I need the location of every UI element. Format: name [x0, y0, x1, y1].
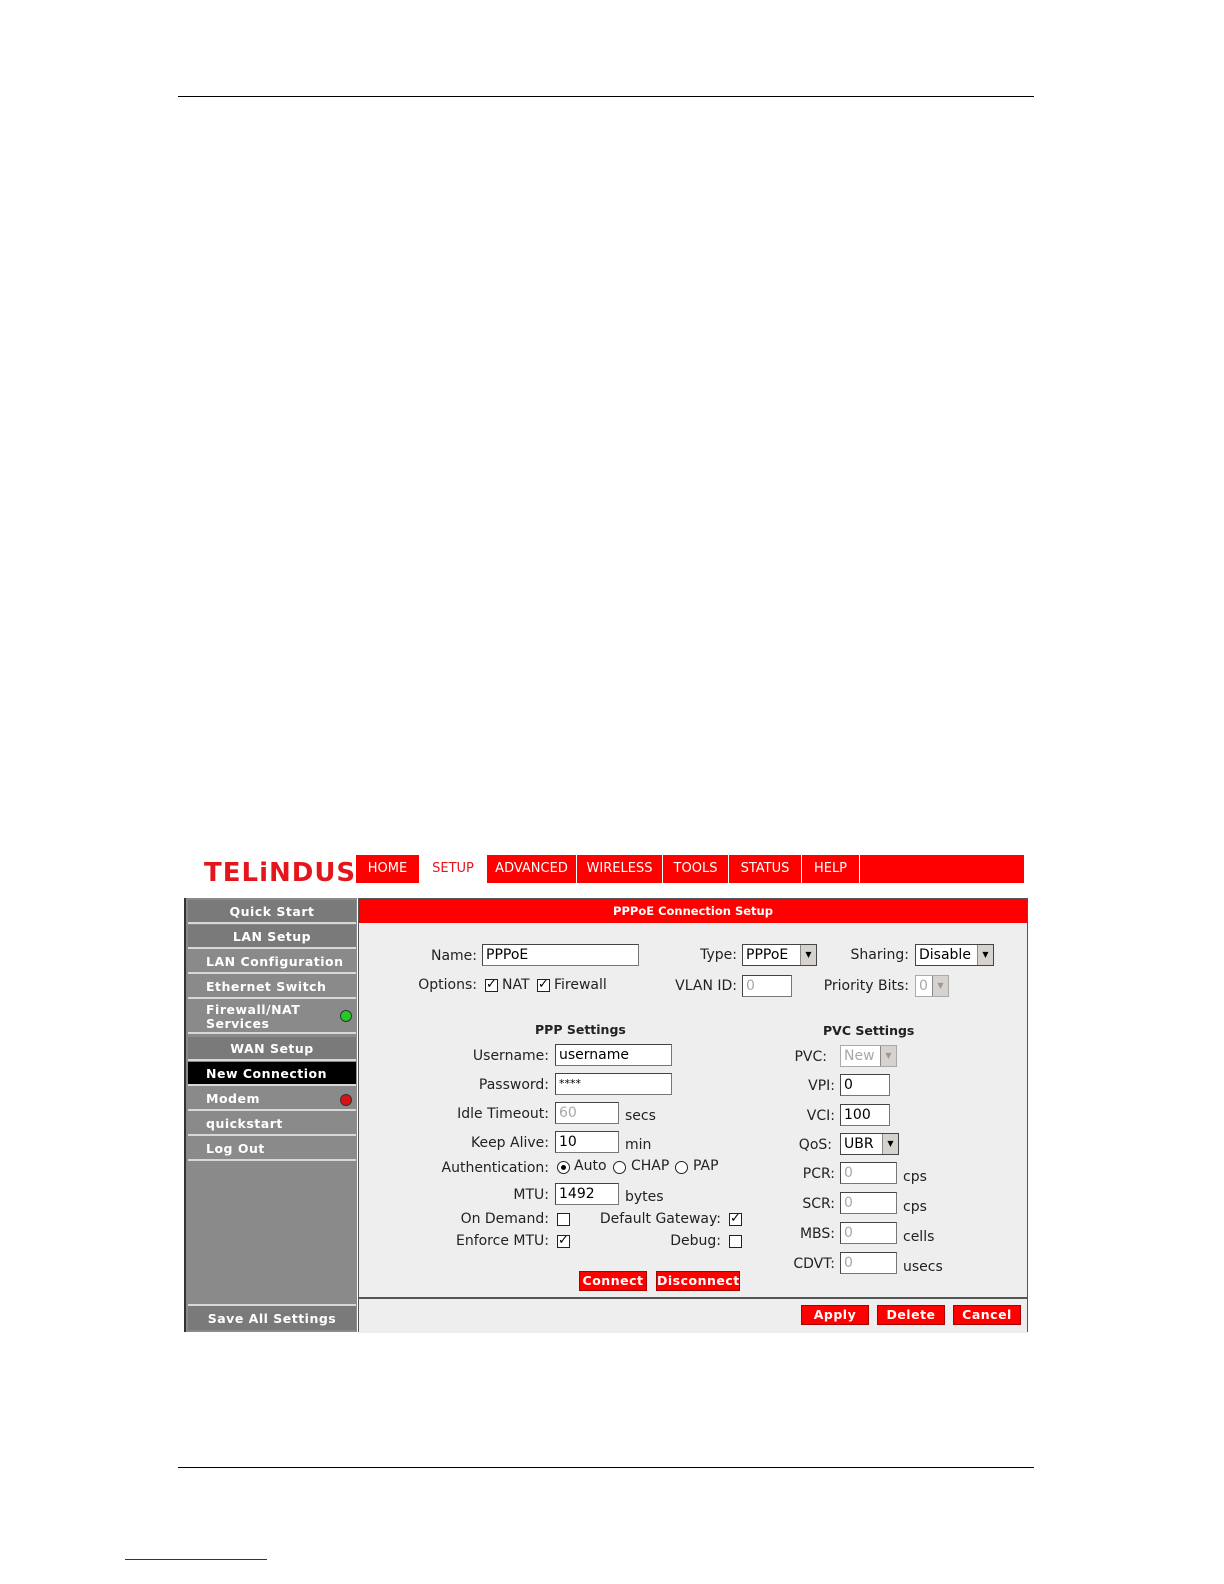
username-label: Username: [472, 1048, 549, 1064]
sharing-select-value: Disable [919, 947, 971, 963]
delete-button[interactable]: Delete [877, 1305, 945, 1325]
sidebar-item-wan-setup[interactable]: WAN Setup [188, 1037, 356, 1061]
chevron-down-icon: ▼ [977, 945, 993, 965]
footnote-link-rule [125, 1559, 267, 1560]
qos-label: QoS: [798, 1137, 832, 1153]
mtu-label: MTU: [513, 1187, 549, 1203]
ppp-settings-title: PPP Settings [535, 1022, 626, 1037]
sharing-label: Sharing: [850, 947, 909, 963]
cdvt-unit: usecs [903, 1259, 943, 1275]
sidebar-item-log-out[interactable]: Log Out [188, 1137, 356, 1161]
password-input[interactable]: **** [555, 1073, 672, 1095]
chevron-down-icon: ▼ [800, 945, 816, 965]
sidebar [184, 898, 357, 1332]
idle-timeout-unit: secs [625, 1108, 656, 1124]
router-ui-screenshot [184, 850, 1030, 1334]
pvc-settings-title: PVC Settings [823, 1023, 915, 1038]
vci-input[interactable]: 100 [840, 1104, 890, 1126]
disconnect-button[interactable]: Disconnect [656, 1271, 740, 1291]
cdvt-label: CDVT: [793, 1256, 835, 1272]
sidebar-item-label: Modem [206, 1091, 260, 1106]
tab-setup[interactable]: SETUP [420, 855, 487, 883]
auth-auto-radio[interactable] [557, 1161, 570, 1174]
type-select-value: PPPoE [746, 947, 789, 963]
mbs-unit: cells [903, 1229, 935, 1245]
authentication-label: Authentication: [441, 1160, 549, 1176]
panel-footer [359, 1297, 1027, 1333]
keep-alive-label: Keep Alive: [470, 1135, 549, 1151]
keep-alive-unit: min [625, 1137, 652, 1153]
page-header-rule [178, 96, 1034, 97]
debug-checkbox[interactable] [729, 1235, 742, 1248]
status-green-icon [340, 1010, 352, 1022]
page-footer-rule [178, 1467, 1034, 1468]
sidebar-item-ethernet-switch[interactable]: Ethernet Switch [188, 975, 356, 999]
vci-label: VCI: [806, 1108, 835, 1124]
chevron-down-icon: ▼ [932, 976, 948, 996]
priority-bits-label: Priority Bits: [823, 978, 909, 994]
enforce-mtu-checkbox[interactable]: ✓ [558, 1233, 569, 1248]
telindus-logo: TELiNDUS [204, 858, 357, 888]
keep-alive-input[interactable]: 10 [555, 1131, 619, 1153]
chevron-down-icon: ▼ [880, 1046, 896, 1066]
chevron-down-icon: ▼ [882, 1134, 898, 1154]
username-input[interactable]: username [555, 1044, 672, 1066]
apply-button[interactable]: Apply [801, 1305, 869, 1325]
status-red-icon [340, 1094, 352, 1106]
sidebar-item-lan-setup[interactable]: LAN Setup [188, 925, 356, 949]
tab-advanced[interactable]: ADVANCED [487, 855, 577, 883]
sidebar-item-firewall-nat[interactable] [188, 1000, 356, 1034]
type-select[interactable] [742, 944, 817, 966]
tab-home[interactable]: HOME [356, 855, 420, 883]
sidebar-item-quick-start[interactable]: Quick Start [188, 900, 356, 924]
pvc-select-value: New [844, 1048, 875, 1064]
auth-pap-radio[interactable] [675, 1161, 688, 1174]
sidebar-item-quickstart[interactable]: quickstart [188, 1112, 356, 1136]
priority-bits-select[interactable] [915, 975, 949, 997]
scr-unit: cps [903, 1199, 927, 1215]
vpi-input[interactable]: 0 [840, 1074, 890, 1096]
on-demand-checkbox[interactable] [557, 1213, 570, 1226]
vpi-label: VPI: [808, 1078, 835, 1094]
idle-timeout-input[interactable]: 60 [555, 1102, 619, 1124]
pcr-label: PCR: [802, 1166, 835, 1182]
connect-button[interactable]: Connect [579, 1271, 647, 1291]
password-label: Password: [478, 1077, 549, 1093]
tab-wireless[interactable]: WIRELESS [577, 855, 663, 883]
scr-input[interactable]: 0 [840, 1192, 897, 1214]
sidebar-item-new-connection[interactable]: New Connection [188, 1062, 356, 1086]
pvc-label: PVC: [794, 1049, 827, 1065]
name-input[interactable]: PPPoE [482, 944, 639, 966]
qos-select-value: UBR [844, 1136, 874, 1152]
auth-auto-label: Auto [574, 1158, 607, 1174]
mbs-input[interactable]: 0 [840, 1222, 897, 1244]
pvc-select[interactable] [840, 1045, 897, 1067]
scr-label: SCR: [802, 1196, 835, 1212]
tab-help[interactable]: HELP [802, 855, 860, 883]
type-label: Type: [700, 947, 737, 963]
pcr-unit: cps [903, 1169, 927, 1185]
vlan-id-input[interactable]: 0 [742, 975, 792, 997]
sidebar-item-lan-configuration[interactable]: LAN Configuration [188, 950, 356, 974]
nat-label: NAT [502, 977, 530, 993]
sidebar-item-label: Firewall/NAT [206, 1002, 301, 1017]
sharing-select[interactable] [915, 944, 994, 966]
tab-tools[interactable]: TOOLS [663, 855, 729, 883]
qos-select[interactable] [840, 1133, 899, 1155]
vlan-id-label: VLAN ID: [675, 978, 737, 994]
mbs-label: MBS: [799, 1226, 835, 1242]
header [184, 850, 1030, 896]
cancel-button[interactable]: Cancel [953, 1305, 1021, 1325]
panel-title: PPPoE Connection Setup [359, 899, 1027, 923]
on-demand-label: On Demand: [460, 1211, 549, 1227]
options-label: Options: [418, 977, 477, 993]
top-navigation [356, 855, 1024, 883]
sidebar-item-modem[interactable] [188, 1087, 356, 1111]
priority-bits-value: 0 [919, 978, 928, 994]
mtu-unit: bytes [625, 1189, 664, 1205]
auth-pap-label: PAP [693, 1158, 719, 1174]
sidebar-item-label-line2: Services [206, 1016, 270, 1031]
pppoe-setup-panel [358, 898, 1028, 1332]
mtu-input[interactable]: 1492 [555, 1183, 619, 1205]
auth-chap-radio[interactable] [613, 1161, 626, 1174]
default-gateway-checkbox[interactable]: ✓ [730, 1211, 741, 1226]
tab-status[interactable]: STATUS [729, 855, 802, 883]
default-gateway-label: Default Gateway: [599, 1211, 721, 1227]
save-all-settings-button[interactable]: Save All Settings [188, 1304, 356, 1330]
name-label: Name: [430, 948, 477, 964]
firewall-label: Firewall [554, 977, 607, 993]
enforce-mtu-label: Enforce MTU: [455, 1233, 549, 1249]
pcr-input[interactable]: 0 [840, 1162, 897, 1184]
firewall-checkbox[interactable]: ✓ [538, 977, 549, 992]
nat-checkbox[interactable]: ✓ [486, 977, 497, 992]
debug-label: Debug: [670, 1233, 721, 1249]
auth-chap-label: CHAP [631, 1158, 670, 1174]
idle-timeout-label: Idle Timeout: [457, 1106, 549, 1122]
cdvt-input[interactable]: 0 [840, 1252, 897, 1274]
